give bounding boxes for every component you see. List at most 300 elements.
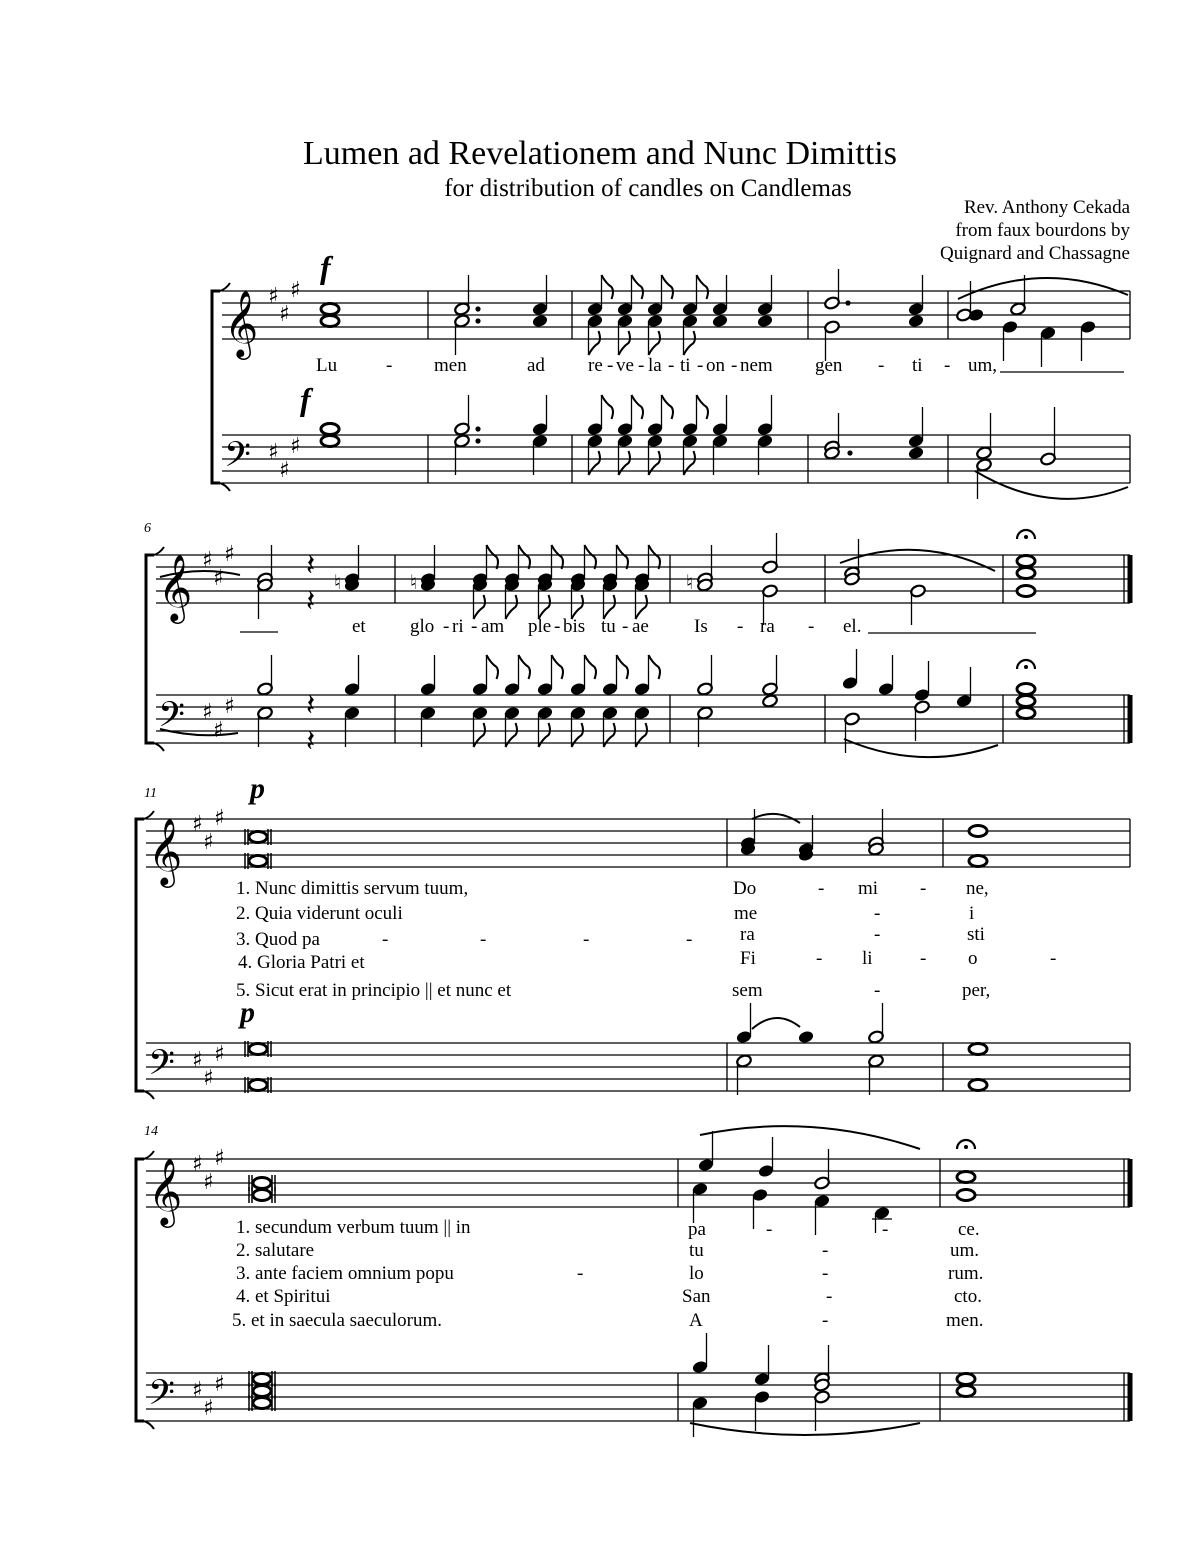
notehead	[754, 1390, 771, 1404]
verse-hyphen: -	[818, 878, 825, 899]
slur	[840, 550, 995, 571]
verse-syllable: me	[734, 903, 758, 924]
verse-hyphen: -	[480, 929, 487, 950]
sharp-sign: ♯	[203, 1396, 214, 1421]
flag	[487, 545, 499, 569]
lyrics-system-1	[316, 355, 1124, 376]
notehead	[587, 314, 604, 328]
notehead	[454, 314, 471, 328]
notehead	[504, 706, 521, 720]
notehead	[602, 706, 619, 720]
lyric-syllable: nem	[740, 355, 773, 376]
sharp-sign: ♯	[213, 566, 224, 591]
notehead	[910, 584, 927, 598]
verse-text: 3. ante faciem omnium popu	[236, 1263, 454, 1284]
lyric-syllable: um,	[968, 355, 998, 376]
verse-syllable: ce.	[958, 1219, 980, 1240]
notehead	[874, 1206, 891, 1220]
sharp-sign: ♯	[290, 434, 301, 459]
slur	[975, 471, 1128, 499]
notehead	[537, 682, 554, 696]
lyric-hyphen: -	[607, 355, 614, 376]
slur	[958, 278, 1128, 299]
verse-text: 2. salutare	[236, 1240, 315, 1261]
flag	[487, 655, 499, 679]
sharp-sign: ♯	[203, 830, 214, 855]
notehead	[712, 422, 729, 436]
whole-note	[1017, 586, 1035, 597]
flag	[662, 275, 674, 299]
augmentation-dot	[475, 426, 480, 431]
notehead	[454, 434, 471, 448]
notehead	[712, 314, 729, 328]
lyric-syllable: glo	[410, 616, 435, 637]
notehead	[532, 434, 549, 448]
verse-syllable: pa	[688, 1219, 706, 1240]
lyric-syllable: ad	[527, 355, 545, 376]
lyric-syllable: on	[706, 355, 725, 376]
dynamic-piano: p	[250, 772, 265, 805]
notehead	[814, 1176, 831, 1190]
sharp-sign: ♯	[279, 458, 290, 483]
notehead	[757, 314, 774, 328]
quarter-rest: 𝄽	[306, 688, 316, 723]
augmentation-dot	[475, 438, 480, 443]
bracket-hook	[220, 483, 230, 491]
lyric-syllable: Is	[694, 616, 708, 637]
bass-clef: 𝄢	[148, 1042, 176, 1091]
sharp-sign: ♯	[290, 278, 301, 303]
flag	[697, 395, 709, 419]
notehead	[762, 694, 779, 708]
whole-note	[321, 316, 339, 327]
notehead	[692, 1396, 709, 1410]
notehead	[712, 434, 729, 448]
notehead	[908, 314, 925, 328]
lyric-syllable: tu	[601, 616, 616, 637]
quarter-rest: 𝄽	[306, 724, 316, 759]
lyric-syllable: el.	[843, 616, 862, 637]
verse-text: 3. Quod pa	[236, 929, 320, 950]
bracket-hook	[144, 1421, 154, 1429]
composer-line: Rev. Anthony Cekada	[963, 197, 1130, 218]
notehead	[824, 320, 841, 334]
notehead	[570, 706, 587, 720]
notehead	[454, 302, 471, 316]
whole-note	[1017, 568, 1035, 579]
flag	[506, 595, 518, 619]
measure-number: 11	[144, 786, 157, 801]
sharp-sign: ♯	[203, 1170, 214, 1195]
verse-text: 1. secundum verbum tuum || in	[236, 1217, 471, 1238]
notehead	[647, 314, 664, 328]
lyric-syllable: ae	[632, 616, 649, 637]
whole-note	[969, 1044, 987, 1055]
measure-number: 14	[144, 1124, 158, 1139]
lyric-syllable: et	[352, 616, 366, 637]
system-bracket	[146, 555, 154, 743]
notehead	[1010, 302, 1027, 316]
notehead	[762, 584, 779, 598]
verse-hyphen: -	[882, 1219, 889, 1240]
notehead	[698, 1158, 715, 1172]
sharp-sign: ♯	[268, 440, 279, 465]
verse-syllable: cto.	[954, 1286, 982, 1307]
verse-syllable: li	[862, 948, 873, 969]
whole-note	[957, 1386, 975, 1397]
whole-note	[249, 856, 267, 867]
verse-hyphen: -	[920, 948, 927, 969]
verses-system-3	[236, 878, 1056, 1001]
bass-clef: 𝄢	[158, 694, 186, 743]
fermata-dot	[1024, 535, 1028, 539]
notehead	[798, 1030, 815, 1044]
lyric-hyphen: -	[737, 616, 744, 637]
whole-note	[253, 1398, 271, 1409]
whole-note	[1017, 556, 1035, 567]
notehead	[420, 682, 437, 696]
system-bracket	[136, 1159, 144, 1421]
flag	[585, 545, 597, 569]
lyric-syllable: ple	[528, 616, 552, 637]
notehead	[1040, 452, 1057, 466]
sharp-sign: ♯	[214, 1042, 225, 1067]
bracket-hook	[144, 1091, 154, 1099]
notehead	[712, 302, 729, 316]
notehead	[682, 434, 699, 448]
whole-note	[253, 1386, 271, 1397]
notehead	[878, 682, 895, 696]
sharp-sign: ♯	[224, 694, 235, 719]
verse-hyphen: -	[874, 924, 881, 945]
system-bracket	[136, 819, 144, 1091]
lyric-hyphen: -	[386, 355, 393, 376]
lyric-hyphen: -	[878, 355, 885, 376]
verse-text: 4. Gloria Patri et	[238, 952, 365, 973]
whole-note	[321, 436, 339, 447]
verse-hyphen: -	[577, 1263, 584, 1284]
lyric-hyphen: -	[731, 355, 738, 376]
notehead	[697, 682, 714, 696]
flag	[697, 275, 709, 299]
notehead	[814, 1390, 831, 1404]
notehead	[692, 1360, 709, 1374]
notehead	[532, 422, 549, 436]
notehead	[914, 688, 931, 702]
verse-syllable: A	[689, 1310, 703, 1331]
notehead	[908, 446, 925, 460]
lyric-hyphen: -	[697, 355, 704, 376]
flag	[602, 275, 614, 299]
notehead	[647, 302, 664, 316]
composer-line: Quignard and Chassagne	[940, 243, 1130, 264]
measure-number: 6	[144, 521, 151, 536]
flag	[519, 545, 531, 569]
notehead	[762, 560, 779, 574]
notehead	[420, 706, 437, 720]
notehead	[736, 1054, 753, 1068]
lyric-syllable: gen	[815, 355, 843, 376]
notehead	[602, 682, 619, 696]
whole-note	[969, 856, 987, 867]
notehead	[634, 706, 651, 720]
notehead	[532, 314, 549, 328]
verse-text: 5. Sicut erat in principio || et nunc et	[236, 980, 512, 1001]
whole-note	[1017, 708, 1035, 719]
natural-sign: ♮	[410, 570, 418, 594]
verse-syllable: Do	[733, 878, 757, 899]
whole-note	[957, 1172, 975, 1183]
notehead	[344, 682, 361, 696]
whole-note	[957, 1190, 975, 1201]
notehead	[682, 302, 699, 316]
flag	[617, 545, 629, 569]
notehead	[976, 458, 993, 472]
whole-note	[1017, 696, 1035, 707]
verse-hyphen: -	[1050, 948, 1057, 969]
lyric-hyphen: -	[808, 616, 815, 637]
system-bracket	[212, 291, 220, 483]
verse-text: 5. et in saecula saeculorum.	[232, 1310, 442, 1331]
notehead	[454, 422, 471, 436]
sharp-sign: ♯	[192, 1152, 203, 1177]
lyric-syllable: ti	[680, 355, 691, 376]
treble-clef: 𝄞	[148, 1157, 183, 1225]
sharp-sign: ♯	[202, 548, 213, 573]
notehead	[1002, 320, 1019, 334]
lyrics-system-2	[240, 616, 1036, 637]
notehead	[814, 1194, 831, 1208]
treble-clef: 𝄞	[224, 289, 259, 357]
lyric-syllable: ra	[760, 616, 775, 637]
verse-syllable: i	[969, 903, 975, 924]
lyric-hyphen: -	[638, 355, 645, 376]
verse-hyphen: -	[920, 878, 927, 899]
lyric-syllable: ve	[616, 355, 634, 376]
notehead	[752, 1188, 769, 1202]
verses-system-4	[232, 1217, 983, 1331]
verse-syllable: Fi	[740, 948, 756, 969]
lyric-syllable: la	[648, 355, 662, 376]
treble-clef: 𝄞	[158, 553, 193, 621]
bass-clef: 𝄢	[224, 434, 252, 483]
lyric-hyphen: -	[622, 616, 629, 637]
verse-hyphen: -	[382, 929, 389, 950]
slur	[700, 1126, 920, 1149]
sharp-sign: ♯	[279, 302, 290, 327]
sharp-sign: ♯	[213, 718, 224, 743]
notehead	[570, 682, 587, 696]
bass-clef: 𝄢	[148, 1372, 176, 1421]
notehead	[868, 1030, 885, 1044]
notehead	[634, 682, 651, 696]
verse-hyphen: -	[874, 980, 881, 1001]
flag	[684, 331, 696, 355]
notehead	[758, 1164, 775, 1178]
augmentation-dot	[847, 450, 852, 455]
notehead	[257, 682, 274, 696]
lyric-syllable: am	[481, 616, 505, 637]
notehead	[587, 434, 604, 448]
lyric-syllable: men	[434, 355, 467, 376]
flag	[602, 395, 614, 419]
whole-note	[957, 1374, 975, 1385]
slur	[690, 1423, 920, 1435]
dynamic-forte: f	[320, 249, 331, 285]
notehead	[754, 1372, 771, 1386]
flag	[552, 545, 564, 569]
notehead	[532, 302, 549, 316]
whole-note	[249, 832, 267, 843]
whole-note	[253, 1190, 271, 1201]
notehead	[1080, 320, 1097, 334]
whole-note	[321, 424, 339, 435]
flag	[552, 655, 564, 679]
page-subtitle: for distribution of candles on Candlemas	[444, 175, 852, 202]
notehead	[697, 706, 714, 720]
verse-syllable: San	[682, 1286, 711, 1307]
notehead	[647, 422, 664, 436]
notehead	[914, 700, 931, 714]
verse-hyphen: -	[686, 929, 693, 950]
verse-hyphen: -	[766, 1219, 773, 1240]
sharp-sign: ♯	[192, 1378, 203, 1403]
notehead	[617, 422, 634, 436]
notehead	[757, 422, 774, 436]
treble-clef: 𝄞	[148, 817, 183, 885]
flag	[662, 395, 674, 419]
whole-note	[253, 1374, 271, 1385]
verse-syllable: mi	[858, 878, 879, 899]
sharp-sign: ♯	[214, 1372, 225, 1397]
verse-hyphen: -	[874, 903, 881, 924]
whole-note	[969, 826, 987, 837]
augmentation-dot	[475, 318, 480, 323]
flag	[617, 655, 629, 679]
sharp-sign: ♯	[214, 1146, 225, 1171]
augmentation-dot	[845, 300, 850, 305]
flag	[519, 655, 531, 679]
flag	[585, 655, 597, 679]
verse-syllable: ne,	[966, 878, 989, 899]
verse-hyphen: -	[822, 1263, 829, 1284]
verse-syllable: ra	[740, 924, 755, 945]
notehead	[842, 676, 859, 690]
lyric-syllable: bis	[563, 616, 586, 637]
sharp-sign: ♯	[203, 1066, 214, 1091]
notehead	[257, 706, 274, 720]
lyric-syllable: Lu	[316, 355, 338, 376]
verse-syllable: tu	[689, 1240, 704, 1261]
lyric-hyphen: -	[668, 355, 675, 376]
lyric-hyphen: -	[554, 616, 561, 637]
verse-syllable: sti	[967, 924, 985, 945]
verse-hyphen: -	[816, 948, 823, 969]
notehead	[587, 422, 604, 436]
natural-sign: ♮	[686, 570, 694, 594]
flag	[632, 395, 644, 419]
flag	[589, 331, 601, 355]
verse-text: 4. et Spiritui	[236, 1286, 331, 1307]
augmentation-dot	[475, 306, 480, 311]
notehead	[617, 314, 634, 328]
composer-line: from faux bourdons by	[955, 220, 1130, 241]
notehead	[504, 682, 521, 696]
lyric-hyphen: -	[471, 616, 478, 637]
notehead	[682, 422, 699, 436]
sharp-sign: ♯	[268, 284, 279, 309]
verse-hyphen: -	[826, 1286, 833, 1307]
verse-syllable: rum.	[948, 1263, 984, 1284]
notehead	[908, 434, 925, 448]
lyric-syllable: ri	[452, 616, 464, 637]
verse-syllable: men.	[946, 1310, 984, 1331]
notehead	[647, 434, 664, 448]
verse-syllable: um.	[950, 1240, 980, 1261]
whole-note	[969, 1080, 987, 1091]
notehead	[844, 712, 861, 726]
sharp-sign: ♯	[224, 542, 235, 567]
notehead	[762, 682, 779, 696]
whole-note	[249, 1044, 267, 1055]
whole-note	[249, 1080, 267, 1091]
lyric-hyphen: -	[944, 355, 951, 376]
flag	[619, 331, 631, 355]
verse-text: 1. Nunc dimittis servum tuum,	[236, 878, 469, 899]
flag	[649, 655, 661, 679]
whole-note	[1017, 684, 1035, 695]
fermata-dot	[964, 1145, 968, 1149]
notehead	[617, 434, 634, 448]
verse-hyphen: -	[583, 929, 590, 950]
notehead	[757, 434, 774, 448]
sharp-sign: ♯	[202, 700, 213, 725]
quarter-rest: 𝄽	[306, 584, 316, 619]
notehead	[587, 302, 604, 316]
slur	[752, 1018, 800, 1029]
notehead	[472, 682, 489, 696]
quarter-rest: 𝄽	[306, 548, 316, 583]
notehead	[537, 706, 554, 720]
dynamic-forte: f	[300, 381, 311, 417]
sharp-sign: ♯	[214, 806, 225, 831]
lyric-syllable: re	[588, 355, 603, 376]
page-title: Lumen ad Revelationem and Nunc Dimittis	[303, 135, 897, 172]
verse-syllable: per,	[962, 980, 991, 1001]
flag	[632, 275, 644, 299]
notehead	[757, 302, 774, 316]
notehead	[956, 694, 973, 708]
notehead	[344, 706, 361, 720]
verse-syllable: sem	[732, 980, 763, 1001]
natural-sign: ♮	[334, 570, 342, 594]
verse-hyphen: -	[822, 1310, 829, 1331]
notehead	[472, 706, 489, 720]
verse-syllable: o	[968, 948, 978, 969]
verse-hyphen: -	[822, 1240, 829, 1261]
sharp-sign: ♯	[192, 812, 203, 837]
notehead	[868, 1054, 885, 1068]
lyric-hyphen: -	[443, 616, 450, 637]
notehead	[824, 296, 841, 310]
notehead	[617, 302, 634, 316]
dynamic-piano: p	[240, 996, 255, 1029]
notehead	[692, 1182, 709, 1196]
notehead	[1040, 326, 1057, 340]
whole-note	[253, 1178, 271, 1189]
verse-syllable: lo	[689, 1263, 704, 1284]
flag	[649, 331, 661, 355]
